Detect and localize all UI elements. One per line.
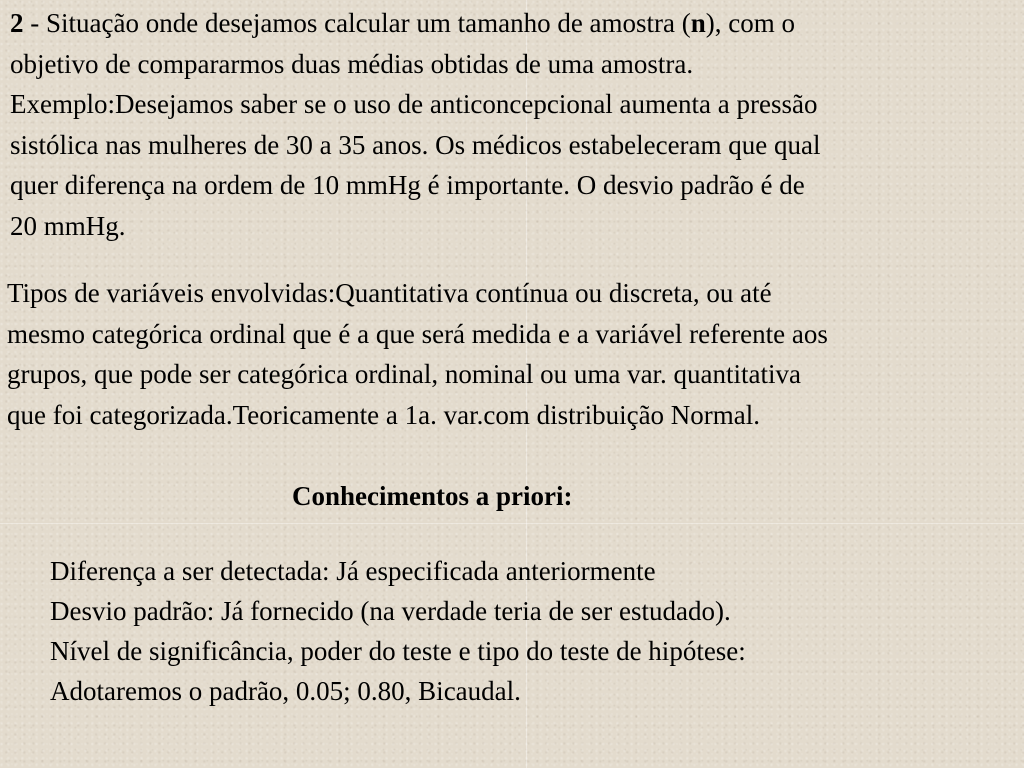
intro-line-4: sistólica nas mulheres de 30 a 35 anos. Os médicos estabeleceram que qual [10, 129, 821, 160]
item-number: 2 [10, 8, 24, 38]
intro-line-3: Exemplo:Desejamos saber se o uso de anticoncepcional aumenta a pressão [10, 89, 818, 119]
knowledge-line-1: Diferença a ser detectada: Já especificada anteriormente [50, 556, 656, 586]
sample-size-symbol: n [690, 8, 706, 38]
intro-line-1-text: - Situação onde desejamos calcular um tamanho de amostra ( [23, 8, 691, 38]
knowledge-line-2: Desvio padrão: Já fornecido (na verdade teria de ser estudado). [50, 596, 731, 626]
variables-line-2: mesmo categórica ordinal que é a que será medida e a variável referente aos [7, 318, 828, 349]
variables-line-4: que foi categorizada.Teoricamente a 1a. var.com distribuição Normal. [7, 399, 761, 430]
variables-paragraph [7, 273, 1024, 435]
intro-line-5: quer diferença na ordem de 10 mmHg é importante. O desvio padrão é de [10, 170, 805, 200]
intro-line-1-end: ), com o [705, 8, 796, 38]
intro-paragraph [10, 3, 1024, 246]
knowledge-list [50, 551, 1024, 711]
intro-line-6: 20 mmHg. [10, 210, 126, 241]
variables-line-1: Tipos de variáveis envolvidas:Quantitativa contínua ou discreta, ou até [7, 278, 772, 308]
knowledge-line-4: Adotaremos o padrão, 0.05; 0.80, Bicaudal. [50, 676, 521, 706]
variables-line-3: grupos, que pode ser categórica ordinal, nominal ou uma var. quantitativa [7, 359, 802, 389]
section-heading: Conhecimentos a priori: [292, 481, 573, 511]
knowledge-line-3: Nível de significância, poder do teste e tipo do teste de hipótese: [50, 636, 746, 666]
intro-line-1 [10, 3, 1024, 44]
background-seam [0, 523, 1024, 524]
intro-line-2: objetivo de compararmos duas médias obtidas de uma amostra. [10, 48, 694, 79]
